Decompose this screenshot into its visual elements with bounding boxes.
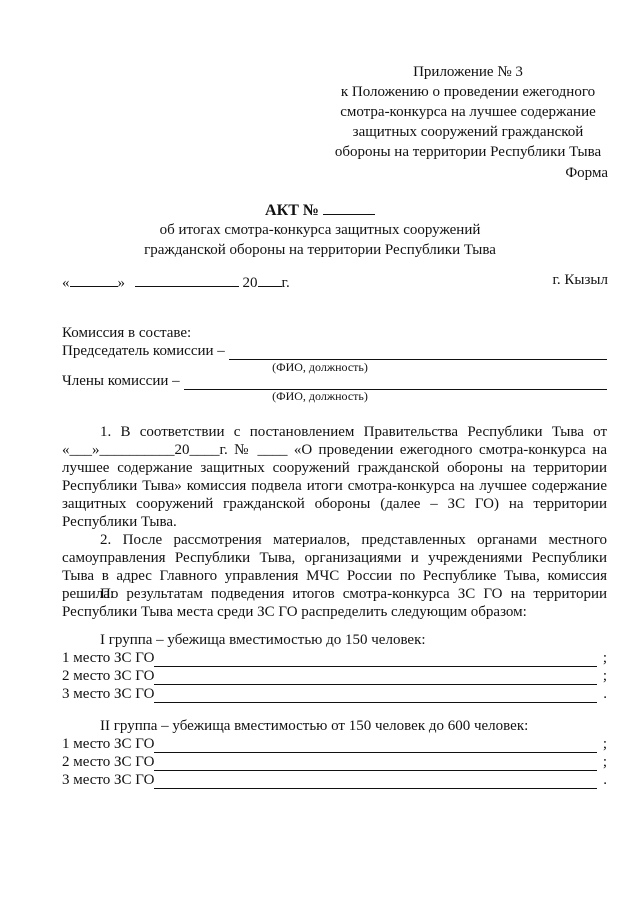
commission-heading: Комиссия в составе: bbox=[62, 325, 192, 341]
place-field[interactable] bbox=[154, 756, 597, 771]
members-field[interactable] bbox=[184, 375, 607, 390]
date-open-quote: « bbox=[62, 275, 70, 291]
appendix-line-4: защитных сооружений гражданской bbox=[352, 124, 584, 140]
paragraph-3 bbox=[62, 585, 607, 621]
date-line bbox=[62, 272, 290, 292]
year-suffix: г. bbox=[281, 275, 290, 291]
place-field[interactable] bbox=[154, 688, 597, 703]
group-2-place-3 bbox=[62, 772, 607, 789]
act-title-text: АКТ № bbox=[265, 202, 319, 219]
place-label: 2 место ЗС ГО bbox=[62, 668, 155, 684]
day-blank[interactable] bbox=[70, 272, 118, 287]
form-label: Форма bbox=[565, 165, 608, 181]
place-end: . bbox=[603, 772, 607, 788]
paragraph-3-text: По результатам подведения итогов смотра-конкурса ЗС ГО на территории Республики Тыва места среди ЗС ГО распределить следующим образом: bbox=[62, 586, 607, 620]
paragraph-1-text: 1. В соответствии с постановлением Правительства Республики Тыва от «___»__________20____г. № ____ «О проведении ежегодного смотра-конкурса на лучшее содержание защитных сооружений гражданской обороны на территории Республики Тыва» комиссия подвела итоги смотра-конкурса на лучшее содержание защитных сооружений гражданской обороны (далее – ЗС ГО) на территории Республики Тыва. bbox=[62, 424, 607, 530]
act-title bbox=[0, 200, 640, 220]
chair-field[interactable] bbox=[229, 345, 607, 360]
group-1-title: I группа – убежища вместимостью до 150 человек: bbox=[100, 632, 426, 648]
year-blank[interactable] bbox=[258, 272, 282, 287]
act-subtitle-line-2: гражданской обороны на территории Республики Тыва bbox=[144, 242, 496, 258]
place-label: 3 место ЗС ГО bbox=[62, 686, 155, 702]
appendix-line-2: к Положению о проведении ежегодного bbox=[340, 84, 596, 100]
act-subtitle-line-1: об итогах смотра-конкурса защитных сооружений bbox=[159, 222, 481, 238]
group-2-title: II группа – убежища вместимостью от 150 человек до 600 человек: bbox=[100, 718, 529, 734]
appendix-header bbox=[320, 62, 616, 162]
place-label: 1 место ЗС ГО bbox=[62, 736, 155, 752]
group-2-place-2 bbox=[62, 754, 607, 771]
group-1-place-1 bbox=[62, 650, 607, 667]
date-close-quote: » bbox=[117, 275, 125, 291]
chair-caption: (ФИО, должность) bbox=[272, 360, 368, 374]
place-field[interactable] bbox=[154, 670, 597, 685]
place-end: ; bbox=[602, 754, 607, 770]
appendix-line-1: Приложение № 3 bbox=[413, 64, 523, 80]
members-label: Члены комиссии – bbox=[62, 373, 180, 389]
members-row bbox=[62, 373, 607, 390]
place-end: ; bbox=[602, 650, 607, 666]
place-field[interactable] bbox=[154, 652, 597, 667]
chair-row bbox=[62, 343, 607, 360]
group-1-place-2 bbox=[62, 668, 607, 685]
paragraph-2-text: 2. После рассмотрения материалов, представленных органами местного самоуправления Республики Тыва, организациями и учреждениями Республики Тыва в адрес Главного управления МЧС России по Республике Тыва, комиссия решила: bbox=[62, 532, 607, 602]
place-end: . bbox=[603, 686, 607, 702]
place-field[interactable] bbox=[154, 774, 597, 789]
year-prefix: 20 bbox=[242, 275, 258, 291]
group-2-place-1 bbox=[62, 736, 607, 753]
act-subtitle bbox=[0, 220, 640, 260]
paragraph-1 bbox=[62, 423, 607, 531]
month-blank[interactable] bbox=[135, 272, 239, 287]
city: г. Кызыл bbox=[552, 272, 608, 288]
appendix-line-5: обороны на территории Республики Тыва bbox=[334, 144, 602, 160]
place-field[interactable] bbox=[154, 738, 597, 753]
place-label: 3 место ЗС ГО bbox=[62, 772, 155, 788]
group-1-place-3 bbox=[62, 686, 607, 703]
place-end: ; bbox=[602, 736, 607, 752]
place-label: 1 место ЗС ГО bbox=[62, 650, 155, 666]
appendix-line-3: смотра-конкурса на лучшее содержание bbox=[340, 104, 596, 120]
place-end: ; bbox=[602, 668, 607, 684]
place-label: 2 место ЗС ГО bbox=[62, 754, 155, 770]
chair-label: Председатель комиссии – bbox=[62, 343, 225, 359]
members-caption: (ФИО, должность) bbox=[272, 389, 368, 403]
act-number-blank[interactable] bbox=[323, 200, 375, 215]
